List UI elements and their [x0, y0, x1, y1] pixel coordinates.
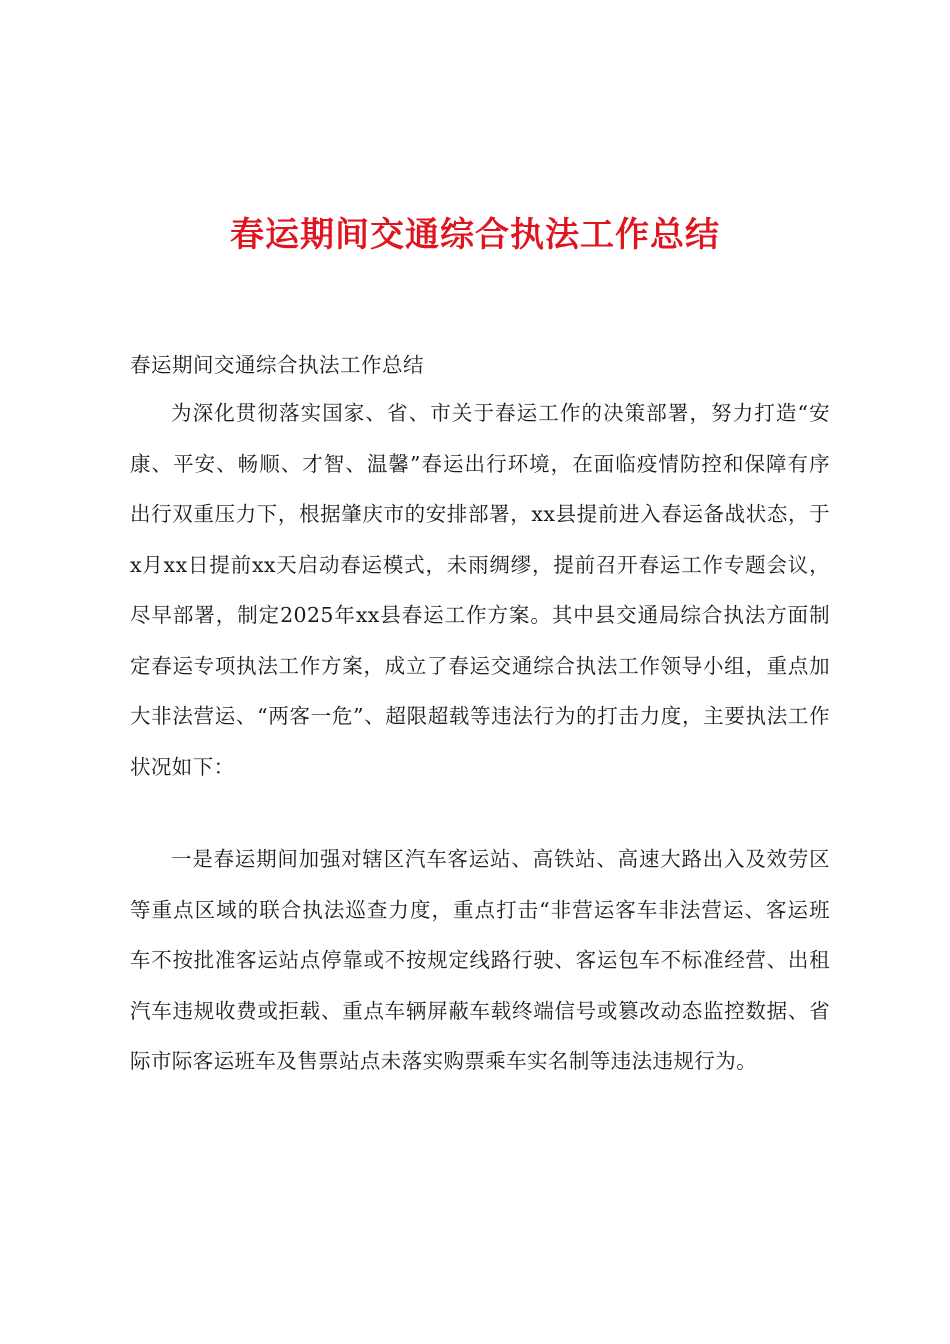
document-title: 春运期间交通综合执法工作总结 [230, 215, 720, 255]
paragraph-intro: 为深化贯彻落实国家、省、市关于春运工作的决策部署，努力打造“安康、平安、畅顺、才智、温馨”春运出行环境，在面临疫情防控和保障有序出行双重压力下，根据肇庆市的安排部署，xx县提前进入春运备战状态，于x月xx日提前xx天启动春运模式，未雨绸缪，提前召开春运工作专题会议，尽早部署，制定2025年xx县春运工作方案。其中县交通局综合执法方面制定春运专项执法工作方案，成立了春运交通综合执法工作领导小组，重点加大非法营运、“两客一危”、超限超载等违法行为的打击力度，主要执法工作状况如下： [130, 401, 830, 779]
document-subtitle: 春运期间交通综合执法工作总结 [130, 353, 424, 377]
paragraph-item-one: 一是春运期间加强对辖区汽车客运站、高铁站、高速大路出入及效劳区等重点区域的联合执法巡查力度，重点打击“非营运客车非法营运、客运班车不按批准客运站点停靠或不按规定线路行驶、客运包车不标准经营、出租汽车违规收费或拒载、重点车辆屏蔽车载终端信号或篡改动态监控数据、省际市际客运班车及售票站点未落实购票乘车实名制等违法违规行为。 [130, 847, 830, 1073]
